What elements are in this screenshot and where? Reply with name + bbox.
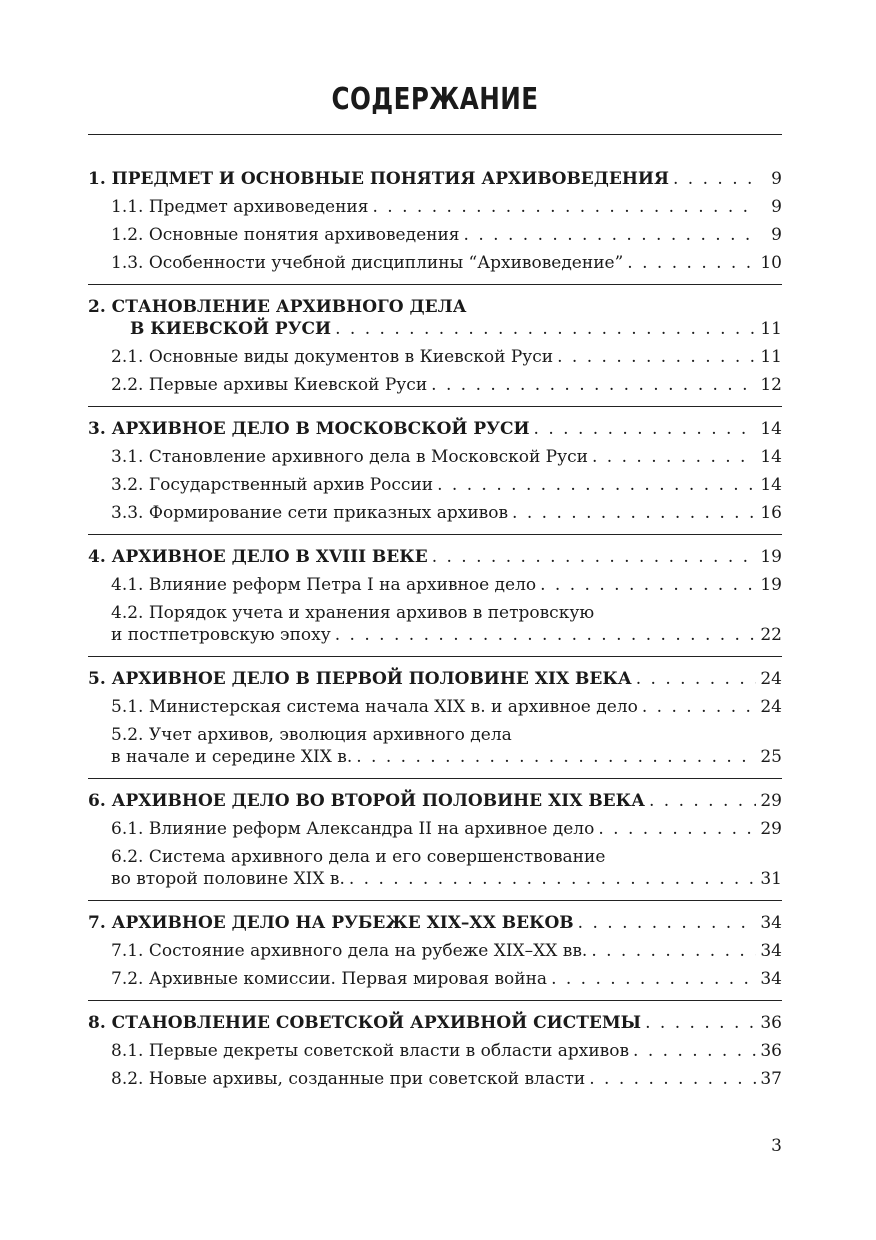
dot-leader [464,224,756,246]
section-entry[interactable] [88,196,782,218]
section-title: 3.3. Формирование сети приказных архивов [111,503,509,523]
section-title-line1: 6.2. Система архивного дела и его совершенствование [111,847,606,867]
page-ref: 10 [760,253,782,273]
chapter-title: 5. АРХИВНОЕ ДЕЛО В ПЕРВОЙ ПОЛОВИНЕ XIX ВЕКА [88,669,632,689]
chapter-8 [88,1012,782,1090]
page-ref: 14 [760,475,782,495]
chapter-divider [88,778,782,779]
page-ref: 12 [760,375,782,395]
chapter-title: 4. АРХИВНОЕ ДЕЛО В XVIII ВЕКЕ [88,547,428,567]
page-ref: 24 [760,669,782,689]
section-title: 4.1. Влияние реформ Петра I на архивное дело [111,575,537,595]
dot-leader [642,696,756,718]
chapter-4 [88,546,782,646]
section-entry[interactable] [88,374,782,396]
chapter-divider [88,900,782,901]
chapter-divider [88,534,782,535]
table-of-contents [88,168,782,1090]
chapter-heading[interactable] [88,168,782,190]
section-title: 1.3. Особенности учебной дисциплины “Архивоведение” [111,253,624,273]
section-title: 3.1. Становление архивного дела в Московской Руси [111,447,588,467]
section-entry[interactable] [88,1040,782,1062]
page-ref: 14 [760,447,782,467]
section-title: 2.2. Первые архивы Киевской Руси [111,375,428,395]
page-ref: 36 [760,1041,782,1061]
page-ref: 19 [760,575,782,595]
page-ref: 34 [760,941,782,961]
section-entry[interactable] [88,818,782,840]
dot-leader [592,446,756,468]
section-entry[interactable] [88,696,782,718]
page-ref: 9 [771,225,782,245]
chapter-heading[interactable] [88,418,782,440]
page-ref: 19 [760,547,782,567]
section-title: 5.1. Министерская система начала XIX в. и архивное дело [111,697,638,717]
section-title-line2: в начале и середине XIX в. [111,747,353,767]
section-entry[interactable] [88,724,782,768]
chapter-title: 7. АРХИВНОЕ ДЕЛО НА РУБЕЖЕ XIX–XX ВЕКОВ [88,913,574,933]
chapter-7 [88,912,782,990]
section-entry[interactable] [88,346,782,368]
page-ref: 31 [760,869,782,889]
page-ref: 36 [760,1013,782,1033]
chapter-6 [88,790,782,890]
chapter-divider [88,656,782,657]
title-divider [88,134,782,135]
chapter-heading[interactable] [88,912,782,934]
dot-leader [627,252,756,274]
section-title: 1.2. Основные понятия архивоведения [111,225,460,245]
dot-leader [591,940,756,962]
chapter-divider [88,1000,782,1001]
page-ref: 11 [760,319,782,339]
chapter-divider [88,406,782,407]
dot-leader [431,374,756,396]
page-ref: 14 [760,419,782,439]
section-title: 7.1. Состояние архивного дела на рубеже XIX–XX вв. [111,941,588,961]
dot-leader [349,868,756,890]
chapter-title: 8. СТАНОВЛЕНИЕ СОВЕТСКОЙ АРХИВНОЙ СИСТЕМЫ [88,1013,642,1033]
section-entry[interactable] [88,846,782,890]
dot-leader [534,418,756,440]
section-entry[interactable] [88,252,782,274]
chapter-heading[interactable] [88,546,782,568]
chapter-3 [88,418,782,524]
dot-leader [335,624,756,646]
dot-leader [372,196,756,218]
page-ref: 9 [771,169,782,189]
chapter-title: 1. ПРЕДМЕТ И ОСНОВНЫЕ ПОНЯТИЯ АРХИВОВЕДЕНИЯ [88,169,669,189]
chapter-title-line1: 2. СТАНОВЛЕНИЕ АРХИВНОГО ДЕЛА [88,297,467,317]
section-entry[interactable] [88,446,782,468]
section-title: 1.1. Предмет архивоведения [111,197,369,217]
dot-leader [649,790,756,812]
chapter-title: 3. АРХИВНОЕ ДЕЛО В МОСКОВСКОЙ РУСИ [88,419,530,439]
page-ref: 34 [760,913,782,933]
section-entry[interactable] [88,940,782,962]
section-title: 7.2. Архивные комиссии. Первая мировая война [111,969,548,989]
dot-leader [551,968,756,990]
page-ref: 29 [760,791,782,811]
dot-leader [557,346,756,368]
dot-leader [432,546,756,568]
dot-leader [578,912,756,934]
section-title: 8.2. Новые архивы, созданные при советской власти [111,1069,586,1089]
page-number: 3 [771,1136,782,1156]
chapter-title: 6. АРХИВНОЕ ДЕЛО ВО ВТОРОЙ ПОЛОВИНЕ XIX ВЕКА [88,791,645,811]
dot-leader [645,1012,756,1034]
page-ref: 24 [760,697,782,717]
page-title: СОДЕРЖАНИЕ [331,82,539,117]
page-ref: 22 [760,625,782,645]
section-entry[interactable] [88,502,782,524]
chapter-divider [88,284,782,285]
section-entry[interactable] [88,968,782,990]
section-entry[interactable] [88,474,782,496]
section-title-line2: и постпетровскую эпоху [111,625,331,645]
page-ref: 29 [760,819,782,839]
dot-leader [437,474,756,496]
dot-leader [598,818,756,840]
chapter-heading[interactable] [88,1012,782,1034]
page-ref: 37 [760,1069,782,1089]
chapter-heading[interactable] [88,668,782,690]
section-entry[interactable] [88,224,782,246]
chapter-1 [88,168,782,274]
chapter-heading[interactable] [88,790,782,812]
chapter-title-line2: В КИЕВСКОЙ РУСИ [130,319,332,339]
section-title-line1: 5.2. Учет архивов, эволюция архивного дела [111,725,512,745]
chapter-2 [88,296,782,396]
dot-leader [589,1068,756,1090]
dot-leader [636,668,756,690]
chapter-5 [88,668,782,768]
dot-leader [335,318,756,340]
section-title: 2.1. Основные виды документов в Киевской Руси [111,347,554,367]
section-title: 6.1. Влияние реформ Александра II на архивное дело [111,819,595,839]
dot-leader [356,746,756,768]
section-title: 3.2. Государственный архив России [111,475,434,495]
page-ref: 25 [760,747,782,767]
page-ref: 11 [760,347,782,367]
dot-leader [633,1040,756,1062]
section-entry[interactable] [88,1068,782,1090]
page-ref: 16 [760,503,782,523]
section-title-line1: 4.2. Порядок учета и хранения архивов в петровскую [111,603,595,623]
page-ref: 9 [771,197,782,217]
section-title-line2: во второй половине XIX в. [111,869,345,889]
dot-leader [540,574,756,596]
dot-leader [673,168,756,190]
section-entry[interactable] [88,574,782,596]
section-entry[interactable] [88,602,782,646]
chapter-heading[interactable] [88,296,782,340]
section-title: 8.1. Первые декреты советской власти в области архивов [111,1041,630,1061]
dot-leader [512,502,756,524]
page-ref: 34 [760,969,782,989]
